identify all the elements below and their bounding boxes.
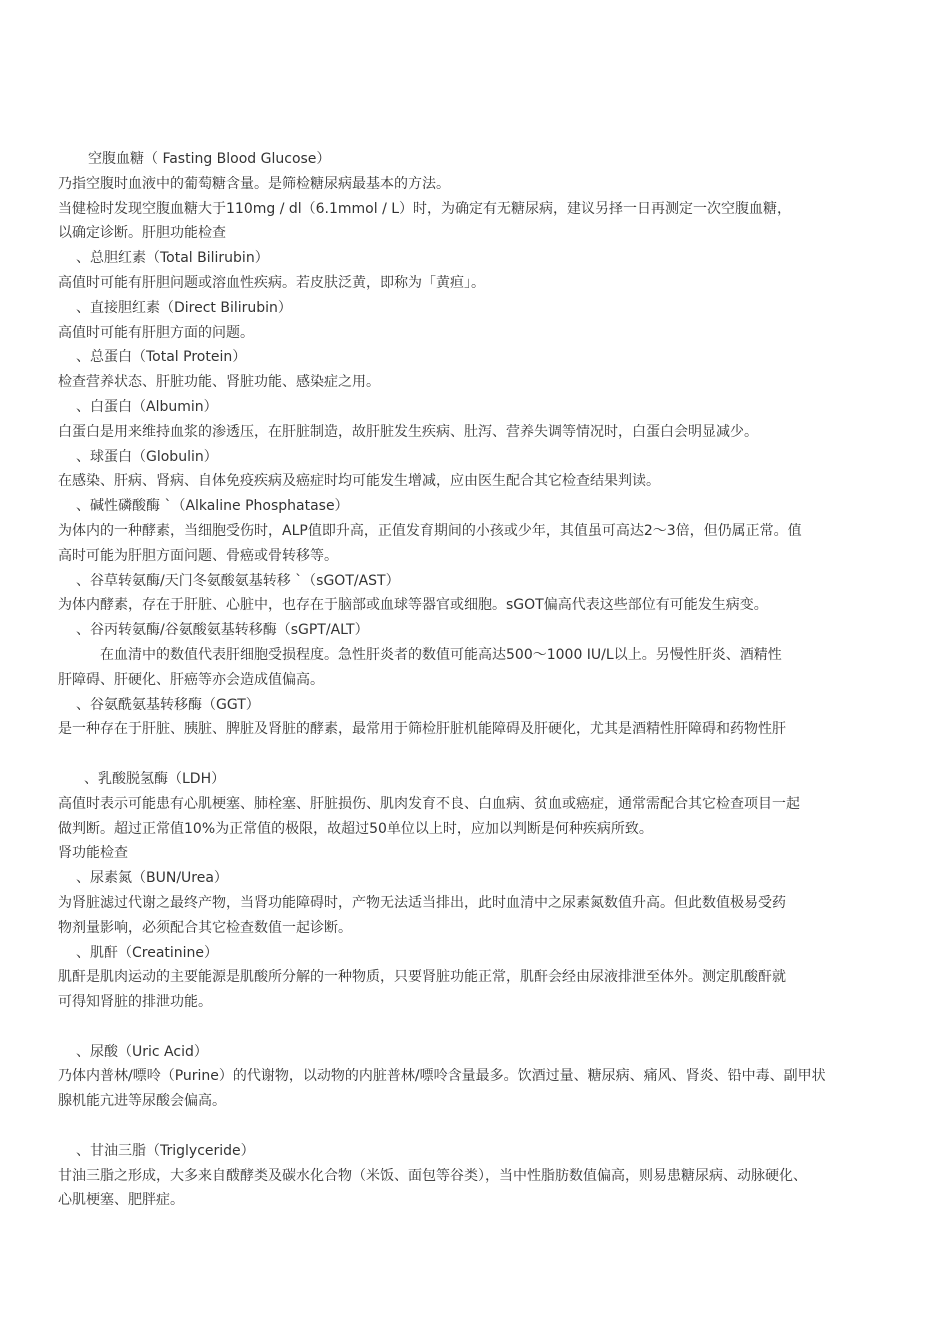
blank-line [58,1015,878,1040]
paragraph-line: 腺机能亢进等尿酸会偏高。 [58,1093,226,1110]
paragraph-line: 在感染、肝病、肾病、自体免疫疾病及癌症时均可能发生增减，应由医生配合其它检查结果判读。 [58,473,660,490]
section-heading-kidney-function: 肾功能检查 [58,845,128,862]
paragraph-line: 为肾脏滤过代谢之最终产物，当肾功能障碍时，产物无法适当排出，此时血清中之尿素氮数值升高。但此数值极易受药 [58,894,786,911]
paragraph-line: 高值时可能有肝胆问题或溶血性疾病。若皮肤泛黄，即称为「黄疸」。 [58,274,485,291]
paragraph-line: 可得知肾脏的排泄功能。 [58,994,212,1011]
paragraph-line: 高值时可能有肝胆方面的问题。 [58,324,254,341]
item-heading-total-bilirubin: 、总胆红素（Total Bilirubin） [76,250,269,267]
item-heading-sgpt-alt: 、谷丙转氨酶/谷氨酸氨基转移酶（sGPT/ALT） [76,622,369,639]
paragraph-line: 肌酐是肌肉运动的主要能源是肌酸所分解的一种物质，只要肾脏功能正常，肌酐会经由尿液排泄至体外。测定肌酸酐就 [58,969,786,986]
paragraph-line: 物剂量影响，必须配合其它检查数值一起诊断。 [58,919,352,936]
paragraph-line: 高时可能为肝胆方面问题、骨癌或骨转移等。 [58,547,338,564]
paragraph-line: 乃体内普林/嘌呤（Purine）的代谢物，以动物的内脏普林/嘌呤含量最多。饮酒过量、糖尿病、痛风、肾炎、铅中毒、副甲状 [58,1068,826,1085]
paragraph-line: 为体内酵素，存在于肝脏、心脏中，也存在于脑部或血球等器官或细胞。sGOT偏高代表这些部位有可能发生病变。 [58,597,768,614]
item-heading-bun-urea: 、尿素氮（BUN/Urea） [76,870,228,887]
item-heading-creatinine: 、肌酐（Creatinine） [76,944,219,961]
paragraph-line: 高值时表示可能患有心肌梗塞、肺栓塞、肝脏损伤、肌肉发育不良、白血病、贫血或癌症，通常需配合其它检查项目一起 [58,795,800,812]
document-page [58,147,878,1213]
paragraph-line: 在血清中的数值代表肝细胞受损程度。急性肝炎者的数值可能高达500～1000 IU/L以上。另慢性肝炎、酒精性 [100,646,782,663]
item-heading-triglyceride: 、甘油三脂（Triglyceride） [76,1142,255,1159]
item-heading-ggt: 、谷氨酰氨基转移酶（GGT） [76,696,260,713]
paragraph-line: 做判断。超过正常值10%为正常值的极限，故超过50单位以上时，应加以判断是何种疾病所致。 [58,820,653,837]
item-heading-sgot-ast: 、谷草转氨酶/天门冬氨酸氨基转移 ˋ（sGOT/AST） [76,572,400,589]
item-heading-alkaline-phosphatase: 、碱性磷酸酶 ˋ（Alkaline Phosphatase） [76,498,349,515]
item-heading-direct-bilirubin: 、直接胆红素（Direct Bilirubin） [76,299,292,316]
blank-line [58,742,878,767]
paragraph-line: 心肌梗塞、肥胖症。 [58,1192,184,1209]
item-heading-ldh: 、乳酸脱氢酶（LDH） [84,770,226,787]
paragraph-line: 是一种存在于肝脏、胰脏、脾脏及肾脏的酵素，最常用于筛检肝脏机能障碍及肝硬化，尤其是酒精性肝障碍和药物性肝 [58,721,786,738]
blank-line [58,1114,878,1139]
paragraph-line: 为体内的一种酵素，当细胞受伤时，ALP值即升高，正值发育期间的小孩或少年，其值虽可高达2～3倍，但仍属正常。值 [58,522,802,539]
item-heading-total-protein: 、总蛋白（Total Protein） [76,349,247,366]
item-heading-globulin: 、球蛋白（Globulin） [76,448,218,465]
paragraph-line: 甘油三脂之形成，大多来自酦酵类及碳水化合物（米饭、面包等谷类），当中性脂肪数值偏高，则易患糖尿病、动脉硬化、 [58,1167,807,1184]
paragraph-line: 以确定诊断。肝胆功能检查 [58,225,226,242]
paragraph-line: 肝障碍、肝硬化、肝癌等亦会造成值偏高。 [58,671,324,688]
paragraph-line: 白蛋白是用来维持血浆的渗透压，在肝脏制造，故肝脏发生疾病、肚泻、营养失调等情况时，白蛋白会明显减少。 [58,423,758,440]
heading-fasting-glucose: 空腹血糖（ Fasting Blood Glucose） [88,151,331,167]
item-heading-albumin: 、白蛋白（Albumin） [76,398,218,415]
paragraph-line: 乃指空腹时血液中的葡萄糖含量。是筛检糖尿病最基本的方法。 [58,175,450,192]
paragraph-line: 当健检时发现空腹血糖大于110mg / dl（6.1mmol / L）时，为确定有无糖尿病，建议另择一日再测定一次空腹血糖， [58,200,792,217]
paragraph-line: 检查营养状态、肝脏功能、肾脏功能、感染症之用。 [58,374,380,391]
item-heading-uric-acid: 、尿酸（Uric Acid） [76,1043,208,1060]
